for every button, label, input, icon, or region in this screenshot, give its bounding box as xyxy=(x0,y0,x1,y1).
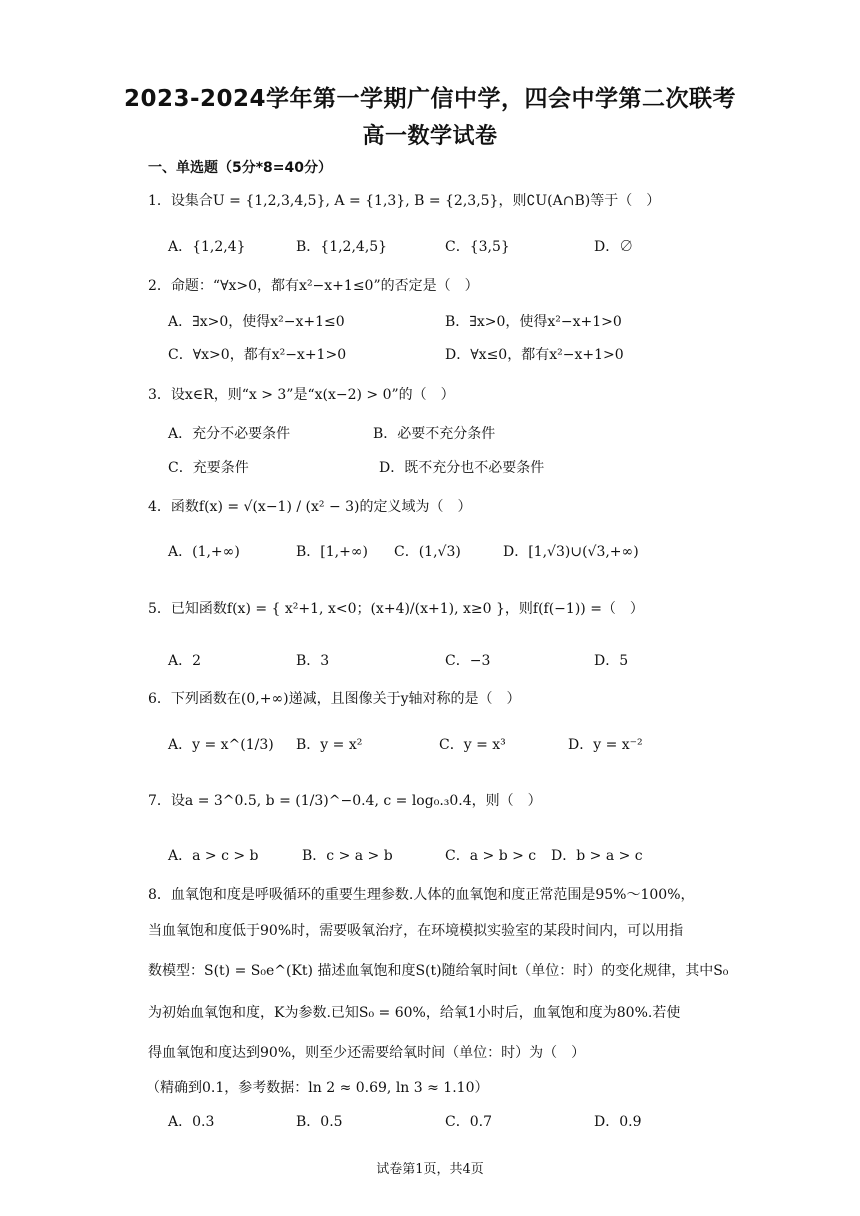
question-8-line-5: 得血氧饱和度达到90%，则至少还需要给氧时间（单位：时）为（ ） xyxy=(148,1045,586,1061)
q1-option-a: A．{1,2,4} xyxy=(168,239,246,255)
q5-option-a: A．2 xyxy=(168,653,202,669)
q7-option-d: D．b > a > c xyxy=(551,848,643,864)
q5-option-c: C．−3 xyxy=(445,653,491,669)
q6-option-d: D．y = x⁻² xyxy=(568,737,643,753)
q1-option-b: B．{1,2,4,5} xyxy=(296,239,388,255)
page-footer: 试卷第1页，共4页 xyxy=(376,1162,484,1177)
q7-option-a: A．a > c > b xyxy=(168,848,259,864)
q2-option-c: C．∀x>0，都有x²−x+1>0 xyxy=(168,347,347,363)
question-2-stem: 2．命题：“∀x>0，都有x²−x+1≤0”的否定是（ ） xyxy=(148,278,479,294)
q4-option-c: C．(1,√3) xyxy=(394,544,461,560)
q2-option-a: A．∃x>0，使得x²−x+1≤0 xyxy=(168,314,345,330)
q3-option-c: C．充要条件 xyxy=(168,460,249,476)
q1-option-c: C．{3,5} xyxy=(445,239,510,255)
question-8-line-4: 为初始血氧饱和度，K为参数.已知S₀ = 60%，给氧1小时后，血氧饱和度为80%.若使 xyxy=(148,1005,681,1021)
q4-option-a: A．(1,+∞) xyxy=(168,544,240,560)
q3-option-d: D．既不充分也不必要条件 xyxy=(379,460,545,476)
question-4-stem: 4．函数f(x) = √(x−1) / (x² − 3)的定义域为（ ） xyxy=(148,499,472,515)
exam-subtitle: 高一数学试卷 xyxy=(362,124,498,149)
question-8-line-3: 数模型：S(t) = S₀e^(Kt) 描述血氧饱和度S(t)随给氧时间t（单位：时）的变化规律，其中S₀ xyxy=(148,963,729,979)
q8-option-a: A．0.3 xyxy=(168,1114,215,1130)
section-heading: 一、单选题（5分*8=40分） xyxy=(148,160,333,176)
question-3-stem: 3．设x∈R，则“x > 3”是“x(x−2) > 0”的（ ） xyxy=(148,387,455,403)
q7-option-b: B．c > a > b xyxy=(302,848,393,864)
q3-option-b: B．必要不充分条件 xyxy=(373,426,496,442)
q2-option-d: D．∀x≤0，都有x²−x+1>0 xyxy=(445,347,624,363)
q8-option-c: C．0.7 xyxy=(445,1114,492,1130)
question-8-line-2: 当血氧饱和度低于90%时，需要吸氧治疗，在环境模拟实验室的某段时间内，可以用指 xyxy=(148,923,684,939)
question-7-stem: 7．设a = 3^0.5, b = (1/3)^−0.4, c = log₀.₃0.4，则（ ） xyxy=(148,793,542,809)
question-1-stem: 1．设集合U = {1,2,3,4,5}, A = {1,3}, B = {2,3,5}，则∁U(A∩B)等于（ ） xyxy=(148,193,661,209)
q6-option-c: C．y = x³ xyxy=(439,737,506,753)
q8-option-b: B．0.5 xyxy=(296,1114,343,1130)
q1-option-d: D．∅ xyxy=(594,239,634,255)
question-8-line-1: 8．血氧饱和度是呼吸循环的重要生理参数.人体的血氧饱和度正常范围是95%～100%， xyxy=(148,887,695,903)
q2-option-b: B．∃x>0，使得x²−x+1>0 xyxy=(445,314,622,330)
question-6-stem: 6．下列函数在(0,+∞)递减，且图像关于y轴对称的是（ ） xyxy=(148,691,521,707)
question-5-stem: 5．已知函数f(x) = { x²+1, x<0；(x+4)/(x+1), x≥0 }，则f(f(−1)) =（ ） xyxy=(148,601,644,617)
q4-option-b: B．[1,+∞) xyxy=(296,544,368,560)
q6-option-b: B．y = x² xyxy=(296,737,363,753)
q7-option-c: C．a > b > c xyxy=(445,848,537,864)
q5-option-d: D．5 xyxy=(594,653,629,669)
q4-option-d: D．[1,√3)∪(√3,+∞) xyxy=(503,544,639,560)
q3-option-a: A．充分不必要条件 xyxy=(168,426,291,442)
exam-title: 2023-2024学年第一学期广信中学，四会中学第二次联考 xyxy=(123,86,737,112)
q6-option-a: A．y = x^(1/3) xyxy=(168,737,274,753)
question-8-note: （精确到0.1，参考数据：ln 2 ≈ 0.69, ln 3 ≈ 1.10） xyxy=(146,1080,489,1096)
q8-option-d: D．0.9 xyxy=(594,1114,642,1130)
q5-option-b: B．3 xyxy=(296,653,330,669)
